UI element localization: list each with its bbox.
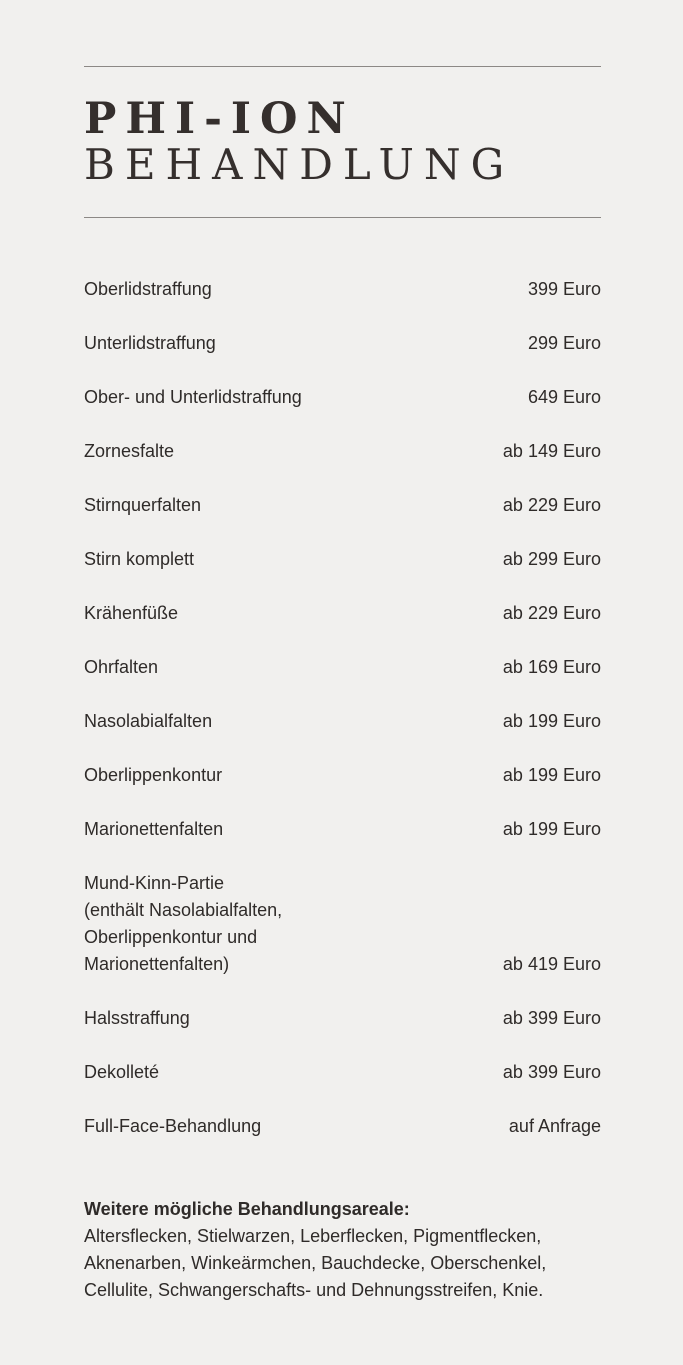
price-row-oberlidstraffung [84,276,601,303]
price-row-kraehenfuesse [84,600,601,627]
price-row-halsstraffung [84,1005,601,1032]
treatment-price: 299 Euro [527,333,601,353]
price-row-nasolabialfalten [84,708,601,735]
treatment-price: ab 199 Euro [502,819,601,839]
treatment-price: ab 419 Euro [502,954,601,974]
treatment-name: Halsstraffung [84,1008,190,1028]
additional-areas-note [84,1196,601,1304]
price-row-oberlippenkontur [84,762,601,789]
treatment-price: ab 149 Euro [502,441,601,461]
treatment-name: Ober- und Unterlidstraffung [84,387,302,407]
treatment-name: Nasolabialfalten [84,711,213,731]
treatment-price: auf Anfrage [508,1116,601,1136]
treatment-price: 649 Euro [527,387,601,407]
price-row-stirn-komplett [84,546,601,573]
treatment-price: ab 229 Euro [502,603,601,623]
note-heading: Weitere mögliche Behandlungsareale: [84,1199,410,1219]
treatment-price: ab 169 Euro [502,657,601,677]
treatment-name: Oberlippenkontur [84,765,223,785]
price-row-unterlidstraffung [84,330,601,357]
price-row-ober-und-unterlidstraffung [84,384,601,411]
price-row-dekollete [84,1059,601,1086]
price-row-marionettenfalten [84,816,601,843]
title-line-1: PHI-ION [84,94,355,144]
treatment-price: 399 Euro [527,279,601,299]
price-row-mund-kinn-partie [84,870,601,978]
treatment-name: Oberlidstraffung [84,279,212,299]
treatment-name: Unterlidstraffung [84,333,216,353]
treatment-name: Marionettenfalten [84,819,224,839]
price-row-zornesfalte [84,438,601,465]
price-row-ohrfalten [84,654,601,681]
price-list [84,276,601,1167]
page-title [84,94,515,189]
treatment-name: Krähenfüße [84,603,179,623]
price-row-stirnquerfalten [84,492,601,519]
note-text: Altersflecken, Stielwarzen, Leberflecken, Pigmentflecken, Aknenarben, Winkeärmchen, Bauchdecke, Oberschenkel, Cellulite, Schwangerschafts- und Dehnungsstreifen, Knie. [84,1226,547,1300]
title-line-2: BEHANDLUNG [84,140,515,189]
treatment-name: Full-Face-Behandlung [84,1116,262,1136]
title-divider [84,217,601,218]
top-divider [84,66,601,67]
treatment-name: Ohrfalten [84,657,159,677]
treatment-name: Mund-Kinn-Partie (enthält Nasolabialfalten, Oberlippenkontur und Marionettenfalten) [84,873,283,974]
treatment-name: Dekolleté [84,1062,160,1082]
treatment-name: Stirnquerfalten [84,495,202,515]
treatment-price: ab 199 Euro [502,711,601,731]
treatment-name: Zornesfalte [84,441,175,461]
treatment-price: ab 399 Euro [502,1008,601,1028]
price-row-full-face-behandlung [84,1113,601,1140]
treatment-price: ab 299 Euro [502,549,601,569]
treatment-price: ab 399 Euro [502,1062,601,1082]
treatment-price: ab 199 Euro [502,765,601,785]
treatment-price: ab 229 Euro [502,495,601,515]
treatment-name: Stirn komplett [84,549,195,569]
